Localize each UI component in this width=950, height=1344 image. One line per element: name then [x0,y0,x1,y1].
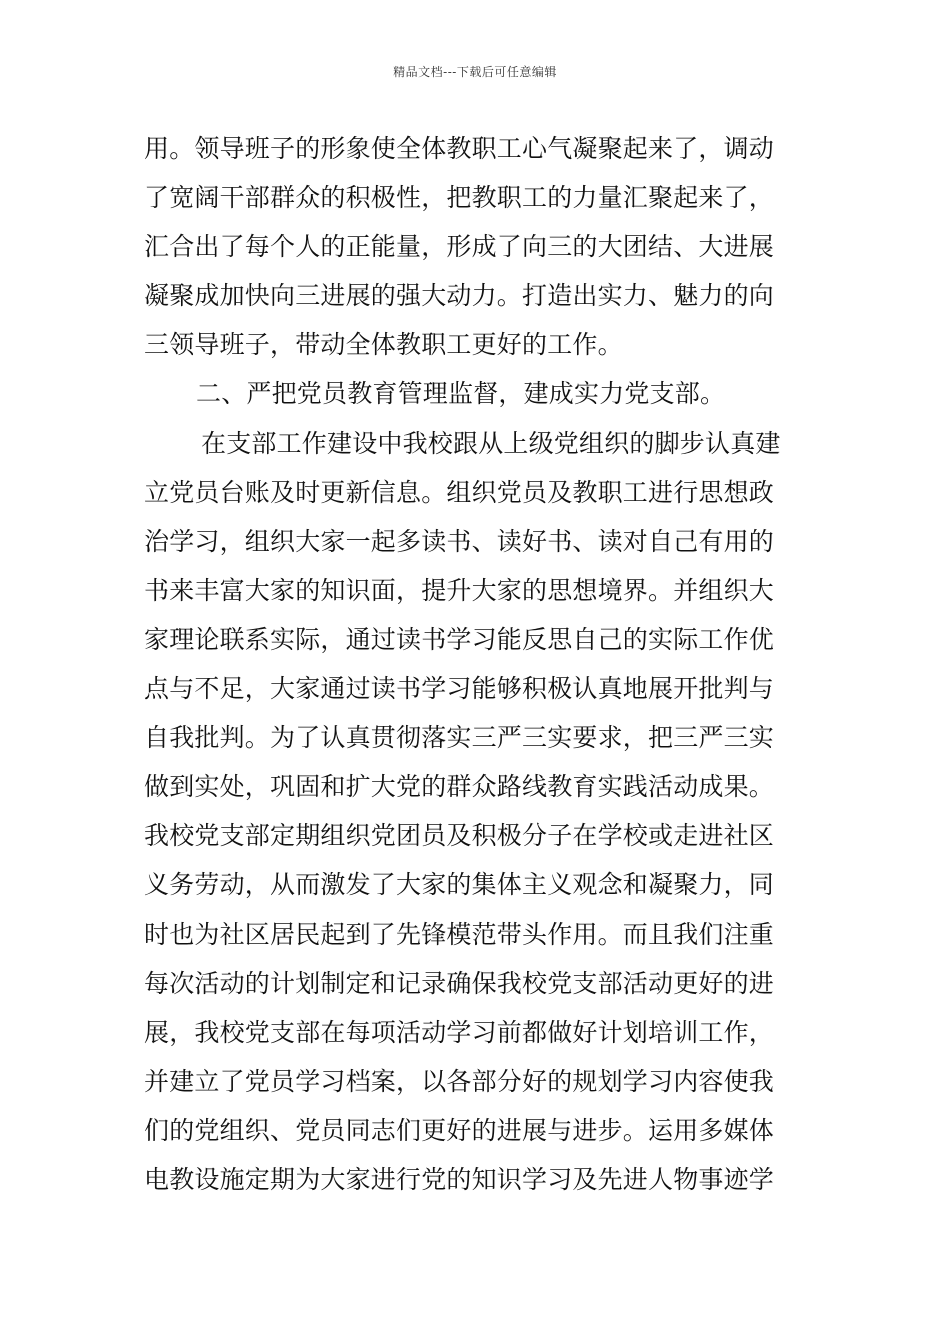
text-line: 我校党支部定期组织党团员及积极分子在学校或走进社区 [144,821,775,851]
text-line: 治学习，组织大家一起多读书、读好书、读对自己有用的 [144,526,775,556]
text-line: 电教设施定期为大家进行党的知识学习及先进人物事迹学 [144,1164,775,1194]
text-line: 点与不足，大家通过读书学习能够积极认真地展开批判与 [144,674,775,704]
text-line: 并建立了党员学习档案，以各部分好的规划学习内容使我 [144,1066,775,1096]
text-line: 自我批判。为了认真贯彻落实三严三实要求，把三严三实 [144,723,775,753]
text-line: 汇合出了每个人的正能量，形成了向三的大团结、大进展 [144,232,775,262]
paragraph-first-line: 在支部工作建设中我校跟从上级党组织的脚步认真建 [201,428,781,458]
text-line: 了宽阔干部群众的积极性，把教职工的力量汇聚起来了， [144,183,775,213]
text-line: 家理论联系实际，通过读书学习能反思自己的实际工作优 [144,624,775,654]
page-header: 精品文档---下载后可任意编辑 [393,65,557,79]
text-line: 每次活动的计划制定和记录确保我校党支部活动更好的进 [144,968,775,998]
section-heading: 二、严把党员教育管理监督，建成实力党支部。 [196,379,726,409]
text-line: 义务劳动，从而激发了大家的集体主义观念和凝聚力，同 [144,870,775,900]
text-line: 展，我校党支部在每项活动学习前都做好计划培训工作， [144,1017,775,1047]
document-body [144,124,814,1204]
text-line: 三领导班子，带动全体教职工更好的工作。 [144,330,623,360]
text-line: 立党员台账及时更新信息。组织党员及教职工进行思想政 [144,477,775,507]
text-line: 用。领导班子的形象使全体教职工心气凝聚起来了，调动 [144,134,775,163]
text-line: 们的党组织、党员同志们更好的进展与进步。运用多媒体 [144,1115,775,1145]
text-line: 书来丰富大家的知识面，提升大家的思想境界。并组织大 [144,575,775,605]
text-line: 时也为社区居民起到了先锋模范带头作用。而且我们注重 [144,919,775,949]
text-line: 凝聚成加快向三进展的强大动力。打造出实力、魅力的向 [144,281,775,311]
text-line: 做到实处，巩固和扩大党的群众路线教育实践活动成果。 [144,772,775,802]
